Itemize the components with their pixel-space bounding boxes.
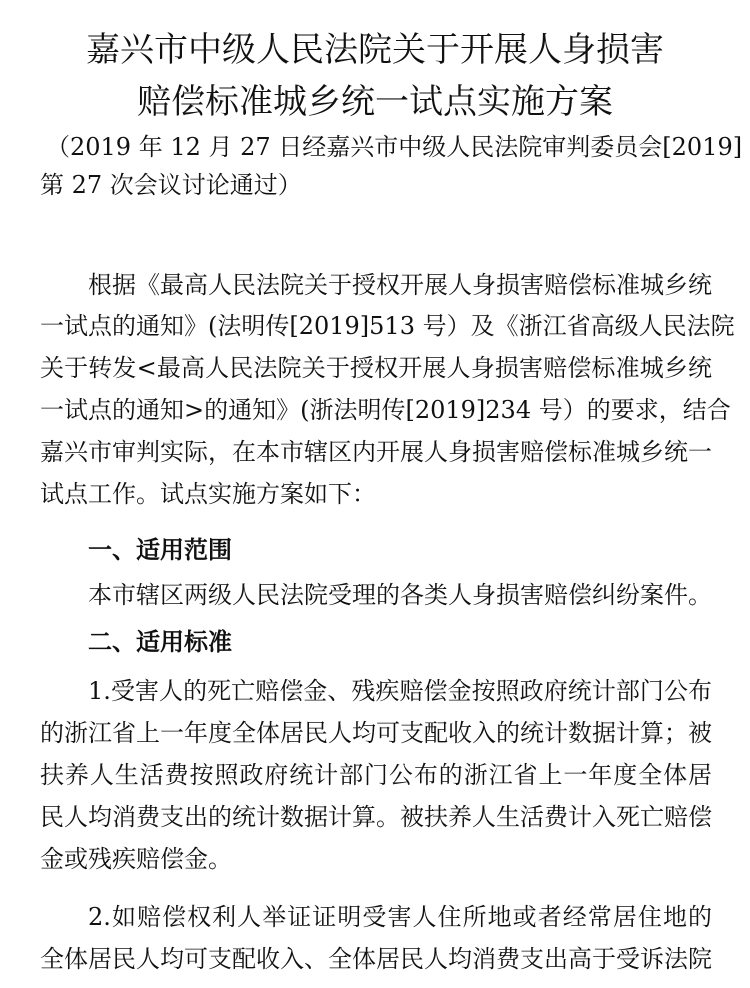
intro-line-5: 嘉兴市审判实际，在本市辖区内开展人身损害赔偿标准城乡统一	[40, 438, 712, 466]
approval-note-line-2: 第 27 次会议讨论通过）	[40, 171, 302, 199]
section-1-heading: 一、适用范围	[88, 536, 232, 564]
intro-line-6: 试点工作。试点实施方案如下：	[40, 480, 376, 508]
item-1-line-3: 扶养人生活费按照政府统计部门公布的浙江省上一年度全体居	[40, 761, 712, 789]
section-1-text: 本市辖区两级人民法院受理的各类人身损害赔偿纠纷案件。	[88, 581, 712, 609]
item-1-line-4: 民人均消费支出的统计数据计算。被扶养人生活费计入死亡赔偿	[40, 803, 712, 831]
item-1-line-1: 1.受害人的死亡赔偿金、残疾赔偿金按照政府统计部门公布	[88, 677, 712, 705]
intro-line-4: 一试点的通知>的通知》(浙法明传[2019]234 号）的要求，结合	[40, 396, 731, 424]
item-1-line-2: 的浙江省上一年度全体居民人均可支配收入的统计数据计算；被	[40, 719, 712, 747]
intro-line-1: 根据《最高人民法院关于授权开展人身损害赔偿标准城乡统	[88, 271, 712, 299]
item-2-line-1: 2.如赔偿权利人举证证明受害人住所地或者经常居住地的	[88, 903, 712, 931]
intro-line-2: 一试点的通知》(法明传[2019]513 号）及《浙江省高级人民法院	[40, 312, 735, 340]
intro-line-3: 关于转发<最高人民法院关于授权开展人身损害赔偿标准城乡统	[40, 354, 712, 382]
approval-note-line-1: （2019 年 12 月 27 日经嘉兴市中级人民法院审判委员会[2019]	[46, 133, 743, 161]
document-title-line-2: 赔偿标准城乡统一试点实施方案	[137, 82, 613, 122]
item-2-line-2: 全体居民人均可支配收入、全体居民人均消费支出高于受诉法院	[40, 945, 712, 973]
document-title-line-1: 嘉兴市中级人民法院关于开展人身损害	[86, 30, 664, 70]
item-1-line-5: 金或残疾赔偿金。	[40, 845, 232, 873]
section-2-heading: 二、适用标准	[88, 628, 232, 656]
